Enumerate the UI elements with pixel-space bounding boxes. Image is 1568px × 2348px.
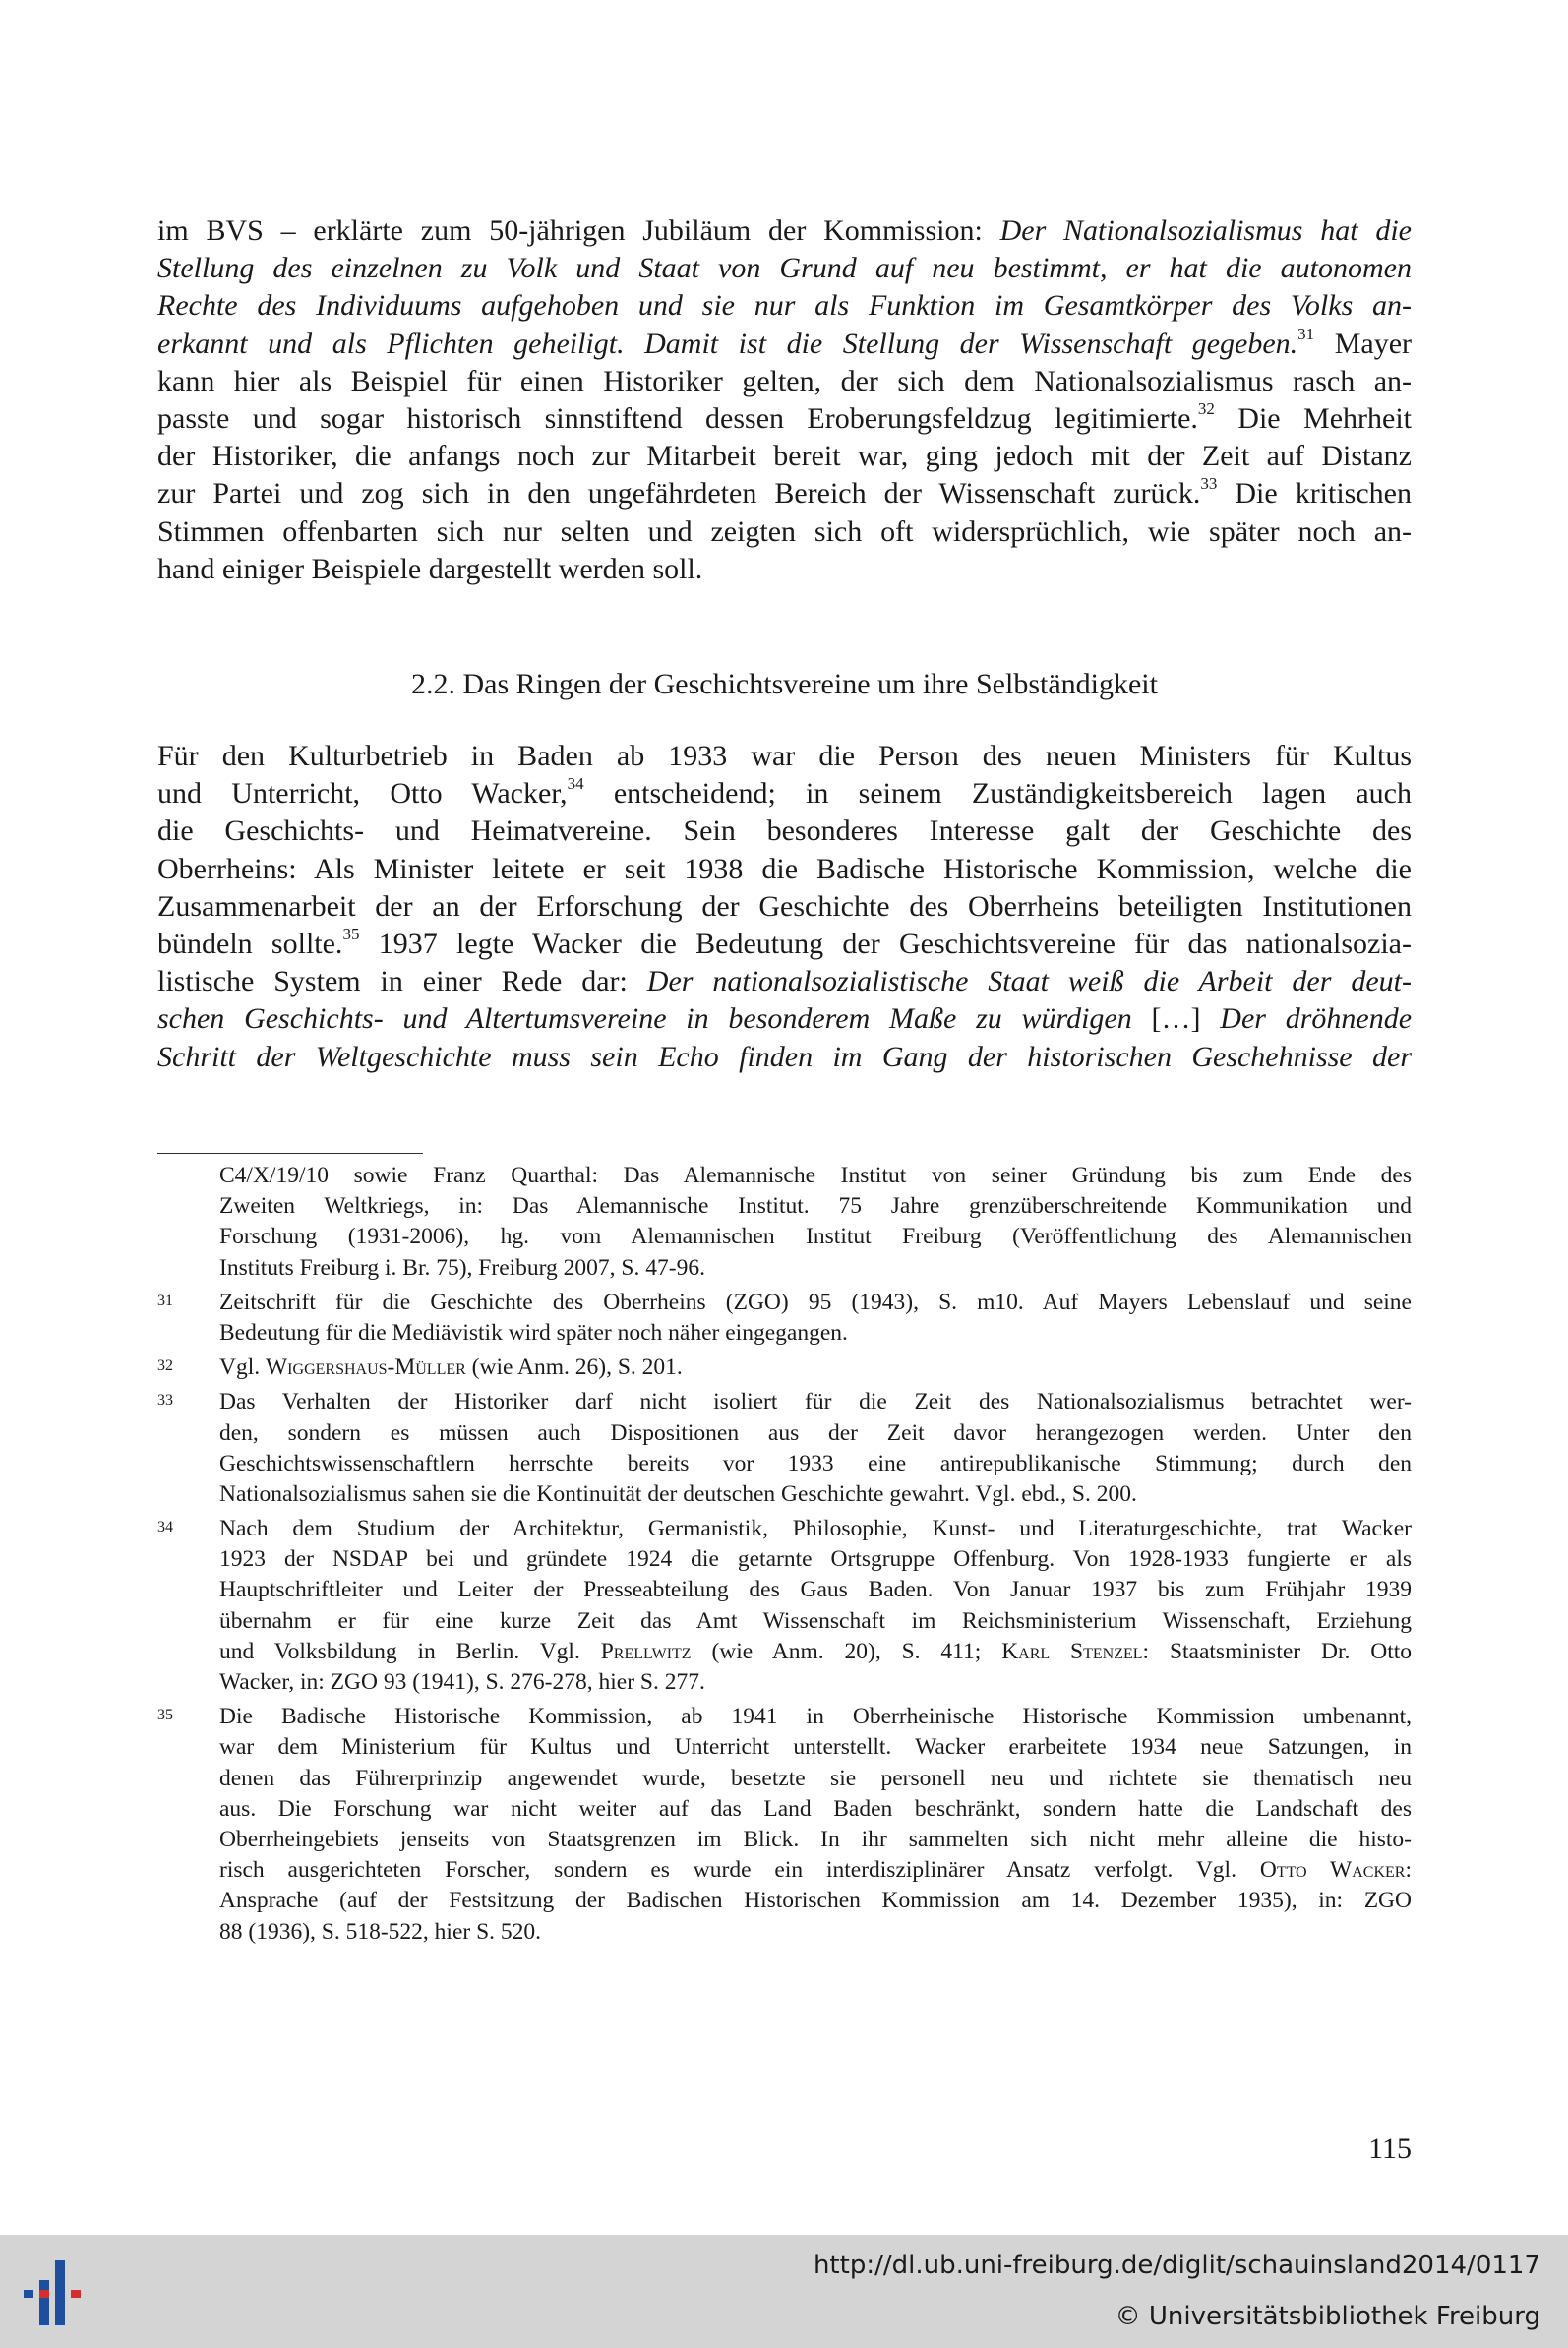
footnote-ref-33[interactable]: 33	[1200, 474, 1218, 494]
footnote-ref-34[interactable]: 34	[567, 774, 584, 794]
footnote-32: 32 Vgl. Wiggershaus-Müller (wie Anm. 26), S. 201.	[157, 1353, 1412, 1383]
footnote-number: 33	[157, 1392, 173, 1410]
footnote-ref-32[interactable]: 32	[1197, 398, 1215, 418]
source-url-link[interactable]: http://dl.ub.uni-freiburg.de/diglit/schauinsland2014/0117	[813, 2251, 1540, 2280]
footnote-number: 31	[157, 1292, 173, 1309]
footnote-33: 33 Das Verhalten der Historiker darf nicht isoliert für die Zeit des Nationalsozialismus betrachtet wer- den, sondern es müssen auch Dispositionen aus der Zeit davor herangezogen werden. Unter den Geschichtswissenschaftlern herrschte bereits vor 1933 eine antirepublikanische Stimmung; durch den Nationalsozialismus sahen sie die Kontinuität der deutschen Geschichte gewahrt. Vgl. ebd., S. 200.	[157, 1387, 1412, 1510]
footnote-31: 31 Zeitschrift für die Geschichte des Oberrheins (ZGO) 95 (1943), S. m10. Auf Mayers Lebenslauf und seine Bedeutung für die Mediävistik wird später noch näher eingegangen.	[157, 1288, 1412, 1349]
footnote-34: 34 Nach dem Studium der Architektur, Germanistik, Philosophie, Kunst- und Literaturgeschichte, trat Wacker 1923 der NSDAP bei und gründete 1924 die getarnte Ortsgruppe Offenburg. Von 1928-1933 fungierte er als Hauptschriftleiter und Leiter der Presseabteilung des Gaus Baden. Von Januar 1937 bis zum Frühjahr 1939 übernahm er für eine kurze Zeit das Amt Wissenschaft im Reichsministerium Wissenschaft, Erziehung und Volksbildung in Berlin. Vgl. Prellwitz (wie Anm. 20), S. 411; Karl Stenzel: Staatsminister Dr. Otto Wacker, in: ZGO 93 (1941), S. 276-278, hier S. 277.	[157, 1514, 1412, 1698]
footnote-separator	[157, 1153, 423, 1154]
footnote-continuation: C4/X/19/10 sowie Franz Quarthal: Das Alemannische Institut von seiner Gründung bis zum Ende des Zweiten Weltkriegs, in: Das Alemannische Institut. 75 Jahre grenzüberschreitende Kommunikation und Forschung (1931-2006), hg. vom Alemannischen Institut Freiburg (Veröffentlichung des Alemannischen Instituts Freiburg i. Br. 75), Freiburg 2007, S. 47-96.	[219, 1163, 1412, 1281]
footnote-number: 32	[157, 1357, 173, 1375]
page-number: 115	[1368, 2133, 1412, 2165]
library-logo-icon[interactable]	[18, 2253, 96, 2331]
footnotes	[157, 1161, 1412, 1952]
section-heading: 2.2. Das Ringen der Geschichtsvereine um ihre Selbständigkeit	[411, 668, 1158, 700]
body-paragraph-2: Für den Kulturbetrieb in Baden ab 1933 war die Person des neuen Ministers für Kultus und Unterricht, Otto Wacker,$^{34}$ entscheidend; in seinem Zuständigkeitsbereich lagen auch die Geschichts- und Heimatvereine. Sein besonderes Interesse galt der Geschichte des Oberrheins: Als Minister leitete er seit 1938 die Badische Historische Kommission, welche die Zusammenarbeit der an der Erforschung der Geschichte des Oberrheins beteiligten Institutionen bündeln sollte.$^{35}$ 1937 legte Wacker die Bedeutung der Geschichtsvereine für das nationalsozia- listische System in einer Rede dar: Der nationalsozialistische Staat weiß die Arbeit der deut- schen Geschichts- und Altertumsvereine in besonderem Maße zu würdigen […] Der dröhnende Schritt der Weltgeschichte muss sein Echo finden im Gang der historischen Geschehnisse der	[157, 740, 1413, 1073]
footnote-35: 35 Die Badische Historische Kommission, ab 1941 in Oberrheinische Historische Kommission umbenannt, war dem Ministerium für Kultus und Unterricht unterstellt. Wacker erarbeitete 1934 neue Satzungen, in denen das Führerprinzip angewendet wurde, besetzte sie personell neu und richtete sie thematisch neu aus. Die Forschung war nicht weiter auf das Land Baden beschränkt, sondern hatte die Landschaft des Oberrheingebiets jenseits von Staatsgrenzen im Blick. In ihr sammelten sich nicht mehr alleine die histo- risch ausgerichteten Forscher, sondern es wurde ein interdisziplinärer Ansatz verfolgt. Vgl. Otto Wacker: Ansprache (auf der Festsitzung der Badischen Historischen Kommission am 14. Dezember 1935), in: ZGO 88 (1936), S. 518-522, hier S. 520.	[157, 1702, 1412, 1948]
copyright-notice: © Universitätsbibliothek Freiburg	[1115, 2302, 1540, 2331]
footnote-number: 35	[157, 1707, 173, 1724]
body-paragraph-1: im BVS – erklärte zum 50-jährigen Jubiläum der Kommission: Der Nationalsozialismus hat die Stellung des einzelnen zu Volk und Staat von Grund auf neu bestimmt, er hat die autonomen Rechte des Individuums aufgehoben und sie nur als Funktion im Gesamtkörper des Volks an- erkannt und als Pflichten geheiligt. Damit ist die Stellung der Wissenschaft gegeben.$^{31}$ Mayer kann hier als Beispiel für einen Historiker gelten, der sich dem Nationalsozialismus rasch an- passte und sogar historisch sinnstiftend dessen Eroberungsfeldzug legitimierte.$^{32}$ Die Mehrheit der Historiker, die anfangs noch zur Mitarbeit bereit war, ging jedoch mit der Zeit auf Distanz zur Partei und zog sich in den ungefährdeten Bereich der Wissenschaft zurück.$^{33}$ Die kritischen Stimmen offenbarten sich nur selten und zeigten sich oft widersprüchlich, wie später noch an- hand einiger Beispiele dargestellt werden soll.	[157, 214, 1413, 585]
footnote-ref-35[interactable]: 35	[342, 924, 360, 943]
footnote-ref-31[interactable]: 31	[1297, 324, 1315, 343]
footnote-number: 34	[157, 1519, 173, 1536]
